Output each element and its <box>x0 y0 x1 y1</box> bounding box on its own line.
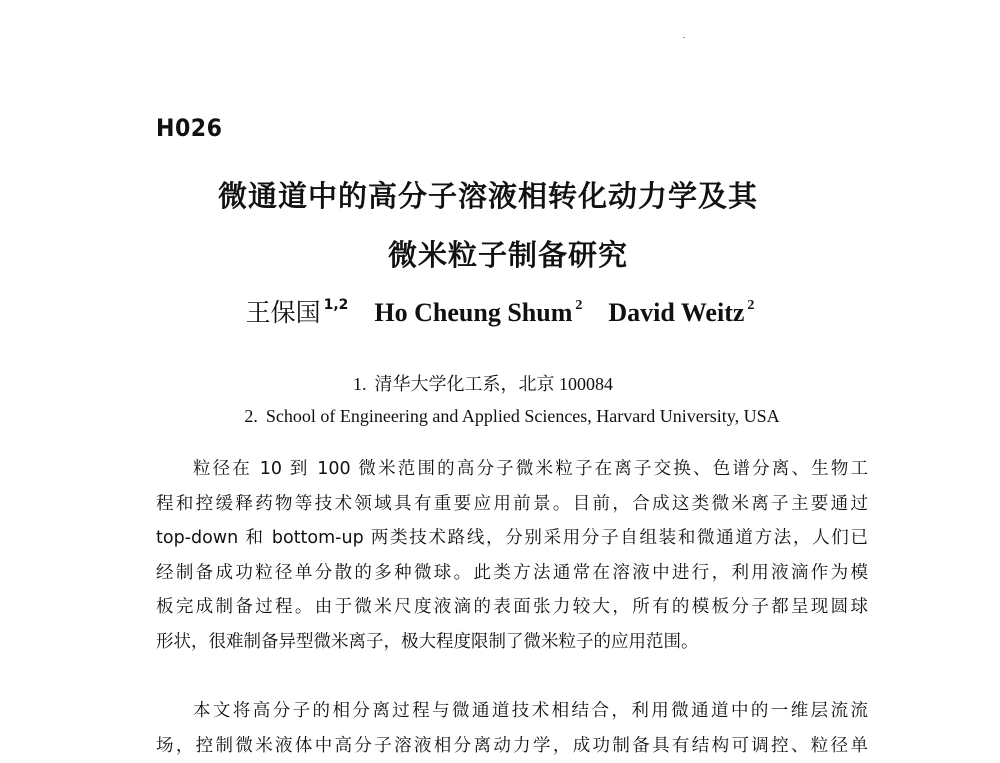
affiliation-2 <box>12 406 1000 427</box>
author-name: David Weitz <box>608 298 745 327</box>
author-affiliation-mark: 1,2 <box>323 297 349 313</box>
affiliation-text: 清华大学化工系，北京 100084 <box>374 374 613 394</box>
author <box>374 298 582 328</box>
paragraph-line: 经制备成功粒径单分散的多种微球。此类方法通常在溶液中进行，利用液滴作为模 <box>156 562 868 583</box>
author-name: 王保国 <box>245 298 321 327</box>
affiliation-number: 1. <box>353 374 367 394</box>
paper-code: H026 <box>156 114 223 142</box>
paragraph-line: 本文将高分子的相分离过程与微通道技术相结合，利用微通道中的一维层流流 <box>193 701 868 721</box>
author-list <box>0 293 1000 329</box>
paragraph-line: 板完成制备过程。由于微米尺度液滴的表面张力较大，所有的模板分子都呈现圆球 <box>156 597 868 618</box>
affiliation-number: 2. <box>244 406 258 426</box>
paragraph-line: 形状，很难制备异型微米离子，极大程度限制了微米粒子的应用范围。 <box>156 631 699 652</box>
author-affiliation-mark: 2 <box>747 298 755 313</box>
affiliation-1 <box>0 370 983 396</box>
paragraph-line: 粒径在 10 到 100 微米范围的高分子微米粒子在离子交换、色谱分离、生物工 <box>193 459 868 479</box>
title-line-2: 微米粒子制备研究 <box>387 238 628 272</box>
author-name: Ho Cheung Shum <box>374 298 573 327</box>
title-line-1: 微通道中的高分子溶液相转化动力学及其 <box>217 179 758 213</box>
paragraph-line: 场，控制微米液体中高分子溶液相分离动力学，成功制备具有结构可调控、粒径单 <box>156 735 868 756</box>
paragraph-line: 程和控缓释药物等技术领域具有重要应用前景。目前，合成这类微米离子主要通过 <box>156 493 868 514</box>
affiliation-text: School of Engineering and Applied Sciences, Harvard University, USA <box>265 406 780 426</box>
author-affiliation-mark: 2 <box>575 298 583 313</box>
author <box>608 298 754 328</box>
author <box>246 293 349 329</box>
abstract-paragraph-1 <box>156 452 868 660</box>
scan-speck <box>683 37 685 38</box>
paragraph-line: top-down 和 bottom-up 两类技术路线，分别采用分子自组装和微通道方法，人们已 <box>156 528 868 549</box>
abstract-paragraph-2 <box>156 694 868 763</box>
